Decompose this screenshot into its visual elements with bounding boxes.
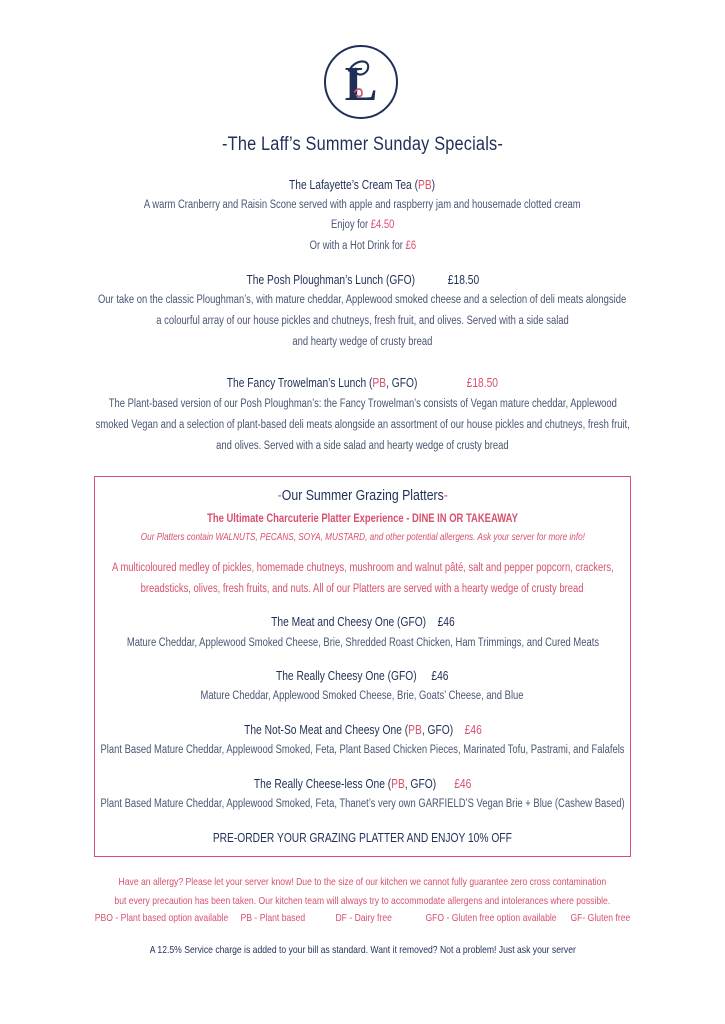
special-cream-tea-hot-drink-price: Or with a Hot Drink for £6: [309, 240, 416, 252]
platter-not-so-meat-heading: The Not-So Meat and Cheesy One (PB, GFO) £46: [243, 723, 482, 737]
dietary-key: [0, 912, 725, 924]
key-df: DF - Dairy free: [335, 912, 392, 924]
platters-intro-line: breadsticks, olives, fresh fruits, and nuts. All of our Platters are served with a hearty wedge of crusty bread: [141, 583, 584, 595]
lafayette-logo: [324, 45, 398, 119]
platters-intro-line: A multicoloured medley of pickles, homemade chutneys, mushroom and walnut pâté, salt and pepper popcorn, crackers,: [111, 562, 614, 574]
service-charge-note: A 12.5% Service charge is added to your bill as standard. Want it removed? Not a problem! Just ask your server: [149, 944, 576, 956]
platter-really-cheesy-heading: The Really Cheesy One (GFO) £46: [276, 669, 449, 683]
allergy-notice-line: but every precaution has been taken. Our kitchen team will always try to accommodate allergens and intolerances where possible.: [114, 895, 611, 907]
allergy-notice-line: Have an allergy? Please let your server know! Due to the size of our kitchen we cannot fully guarantee zero cross contamination: [118, 876, 607, 888]
special-trowelman-heading: The Fancy Trowelman’s Lunch (PB, GFO) £18.50: [226, 376, 499, 390]
platter-not-so-meat-desc: Plant Based Mature Cheddar, Applewood Smoked, Feta, Plant Based Chicken Pieces, Marinated Tofu, Pastrami, and Falafels: [100, 744, 625, 756]
special-trowelman-desc-line: The Plant-based version of our Posh Ploughman’s: the Fancy Trowelman’s consists of Vegan mature cheddar, Applewood: [108, 398, 617, 410]
platters-title: -Our Summer Grazing Platters-: [277, 487, 448, 504]
svg-text:L: L: [344, 55, 378, 111]
key-pb: PB - Plant based: [240, 912, 306, 924]
special-cream-tea-description: A warm Cranberry and Raisin Scone served with apple and raspberry jam and housemade clotted cream: [144, 199, 581, 211]
special-ploughman-desc-line: a colourful array of our house pickles and chutneys, fresh fruit, and olives. Served with a side salad: [156, 315, 569, 327]
platter-really-cheesy-desc: Mature Cheddar, Applewood Smoked Cheese, Brie, Goats’ Cheese, and Blue: [200, 690, 525, 702]
key-gfo: GFO - Gluten free option available: [425, 912, 557, 924]
special-cream-tea-price: Enjoy for £4.50: [330, 219, 395, 231]
key-gf: GF- Gluten free: [570, 912, 631, 924]
platters-subtitle: The Ultimate Charcuterie Platter Experience - DINE IN OR TAKEAWAY: [207, 513, 518, 525]
key-pbo: PBO - Plant based option available: [94, 912, 229, 924]
platter-meat-cheesy-desc: Mature Cheddar, Applewood Smoked Cheese, Brie, Shredded Roast Chicken, Ham Trimmings, and Cured Meats: [126, 637, 599, 649]
page-title: -The Laff’s Summer Sunday Specials-: [222, 134, 503, 155]
special-trowelman-desc-line: smoked Vegan and a selection of plant-based deli meats alongside an assortment of our house pickles and chutneys, fresh fruit,: [95, 419, 630, 431]
special-ploughman-desc-line: and hearty wedge of crusty bread: [292, 336, 433, 348]
platters-allergy-note: Our Platters contain WALNUTS, PECANS, SOYA, MUSTARD, and other potential allergens. Ask your server for more info!: [140, 532, 585, 543]
platter-cheese-less-desc: Plant Based Mature Cheddar, Applewood Smoked, Feta, Thanet’s very own GARFIELD’S Vegan Brie + Blue (Cashew Based): [100, 798, 625, 810]
logo-emblem-icon: [326, 47, 396, 117]
platter-meat-cheesy-heading: The Meat and Cheesy One (GFO) £46: [270, 615, 455, 629]
special-cream-tea-heading: The Lafayette’s Cream Tea (PB): [289, 178, 436, 192]
preorder-offer: PRE-ORDER YOUR GRAZING PLATTER AND ENJOY 10% OFF: [212, 831, 513, 845]
platter-cheese-less-heading: The Really Cheese-less One (PB, GFO) £46: [253, 777, 472, 791]
special-trowelman-desc-line: and olives. Served with a side salad and hearty wedge of crusty bread: [216, 440, 509, 452]
special-ploughman-desc-line: Our take on the classic Ploughman’s, with mature cheddar, Applewood smoked cheese and a selection of deli meats alongside: [98, 294, 627, 306]
special-ploughman-heading: The Posh Ploughman’s Lunch (GFO) £18.50: [246, 273, 479, 287]
